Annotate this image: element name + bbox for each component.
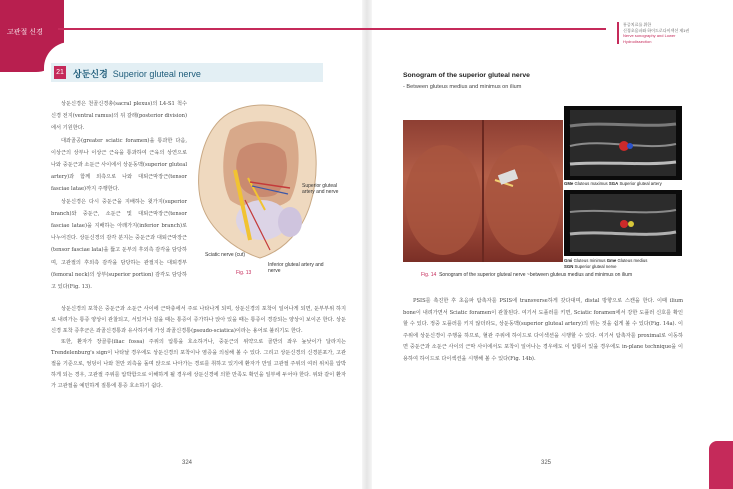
paragraph-3: 상둔신경은 다시 중둔근을 지배하는 윗가지(superior branch)와 중둔근, 소둔근 및 대퇴근막장근(tensor fasciae latae)을 지배하는 아래가지(inferior branch)로 나누어진다. 상둔신경의 감각 분지는 중둔근과 대퇴근막장근(tensor fasciae lata)을 뚫고 둔부의 후외측 감각을 담당하며, 고관절의 후외측 감각을 담당하는 관절지는 대퇴경부(femoral neck)의 상부(superior portion) 감각도 담당하고 있다(Fig. 13). [51, 198, 187, 291]
body-photo [403, 120, 563, 262]
left-text-column [51, 98, 187, 293]
header-rule-right [366, 28, 606, 30]
section-number: 21 [54, 66, 66, 79]
section-title: 상둔신경 Superior gluteal nerve [73, 69, 201, 79]
sonogram-subtitle: - Between gluteus medius and minimus on ilium [403, 84, 522, 90]
fig13-label: Fig. 13 [236, 270, 252, 276]
header-rule-left [58, 28, 366, 30]
right-body-text: PSIS를 촉진한 후 초음파 탐촉자를 PSIS에 transverse하게 갖다대며, distal 방향으로 스캔을 한다. 이때 ilium bone이 내려가면서 Sciatic foramen이 관찰된다. 여기서 도플러를 키면, Sciatic foramen에서 강한 도플러 신호를 확인할 수 있다. 정중 도플러를 키지 않더라도, 상둔동맥(superior gluteal artery)의 뛰는 것을 쉽게 볼 수 있다(Fig. 14a). 이 주위에 상둔신경이 주행을 하므로, 혈관 주위에 하이드로 다이섹션을 시행할 수 있다. 여기서 탐촉자를 proximal로 이동하면 중둔근과 소둔근 사이의 근막 사이에서도 포착이 일어나는 경우에도 이 압통이 있을 경우에도 in-plane technique을 이용하여 하이드로 다이섹션을 시행해 볼 수 있다(Fig. 14b). [403, 298, 683, 362]
page-number-right: 325 [541, 460, 552, 466]
page-edge-tab [709, 441, 733, 489]
book-header: 통증치료를 위한 신경초음파와 하이드로다이섹션 제1권 Nerve sonography and Lower Hydrodissection [617, 22, 723, 44]
page-number-left: 324 [182, 460, 193, 466]
left-text-wide [51, 304, 346, 392]
ultrasound-b-caption: Gmi Gluteus minimus Gme Gluteus medius SGN Superior gluteal nerve [564, 258, 648, 269]
chapter-tab-label: 고관절 신경 [7, 29, 43, 36]
paragraph-4: 상둔신경의 포착은 중둔근과 소둔근 사이에 근막층에서 주로 나타나게 되며, 상둔신경의 포착이 일어나게 되면, 둔부부위 하지로 내려가는 통증 양상이 관찰되고, 서있거나 걸을 때는 통증이 증가하나 앉아 있을 때는 통증이 경감되는 양상이 보이곤 한다. 상둔신경 포착 증후군은 좌골신경통과 유사하기에 가성 좌골신경통(pseudo-sciatica)이라는 용어로 불리기도 한다. [51, 306, 346, 334]
paragraph-1: 상둔신경은 천골신경총(sacral plexus)의 L4-S1 척수신경 전지(ventral ramus)의 뒤 갈래(posterior division)에서 기원한다. [51, 101, 187, 132]
ultrasound-image-b [564, 190, 682, 256]
book-gutter [362, 0, 372, 489]
chapter-tab [0, 0, 64, 72]
fig14-caption: Fig. 14 Sonogram of the superior gluteal nerve ~between gluteus medius and minimus on ilium [421, 272, 633, 278]
paragraph-5: 또한, 환자가 장골릉(iliac fossa) 주위의 압통을 호소하거나, 중둔근의 위약으로 골반의 좌우 높낮이가 달라지는 Trendelenburg's sign이 나타날 경우에도 상둔신경의 포착이나 염증을 의심해 볼 수 있다. 그리고 상둔신경의 신경분포가, 고관절을 기준으로, 엉덩이 나와 천만 외측을 돌며 앉으로 나아가는 경로를 취하고 있기에 환자가 만일 고관절 주위의 여러 위치를 압박하게 되는 경우, 고관절 주위를 압박함으로 이해하게 될 경우에 상둔신경에 의한 만족도 확인을 일부에 두어야 한다. 위와 같이 환자가 고관절을 예민하게 질통에 통증 호소하기 쉽다. [51, 339, 346, 389]
ultrasound-image-a [564, 106, 682, 180]
section-heading [51, 63, 323, 82]
label-superior-gluteal: Superior gluteal artery and nerve [302, 183, 339, 195]
label-sciatic-nerve: Sciatic nerve (cut) [205, 252, 246, 258]
sonogram-title: Sonogram of the superior gluteal nerve [403, 72, 530, 79]
ultrasound-a-caption: GMe Gluteus maximus SGA Superior gluteal artery [564, 181, 662, 186]
label-inferior-gluteal: Inferior gluteal artery and nerve [268, 262, 324, 274]
paragraph-2: 대좌골공(greater sciatic foramen)을 통과한 다음, 이상근의 상부나 이상근 근육을 통과하여 근육의 상연으로 나와 중둔근과 소둔근 사이에서 상둔동맥(superior gluteal artery)과 함께 외측으로 나와 대퇴근막장근(tensor fasciae latae)까지 주행한다. [51, 137, 187, 193]
